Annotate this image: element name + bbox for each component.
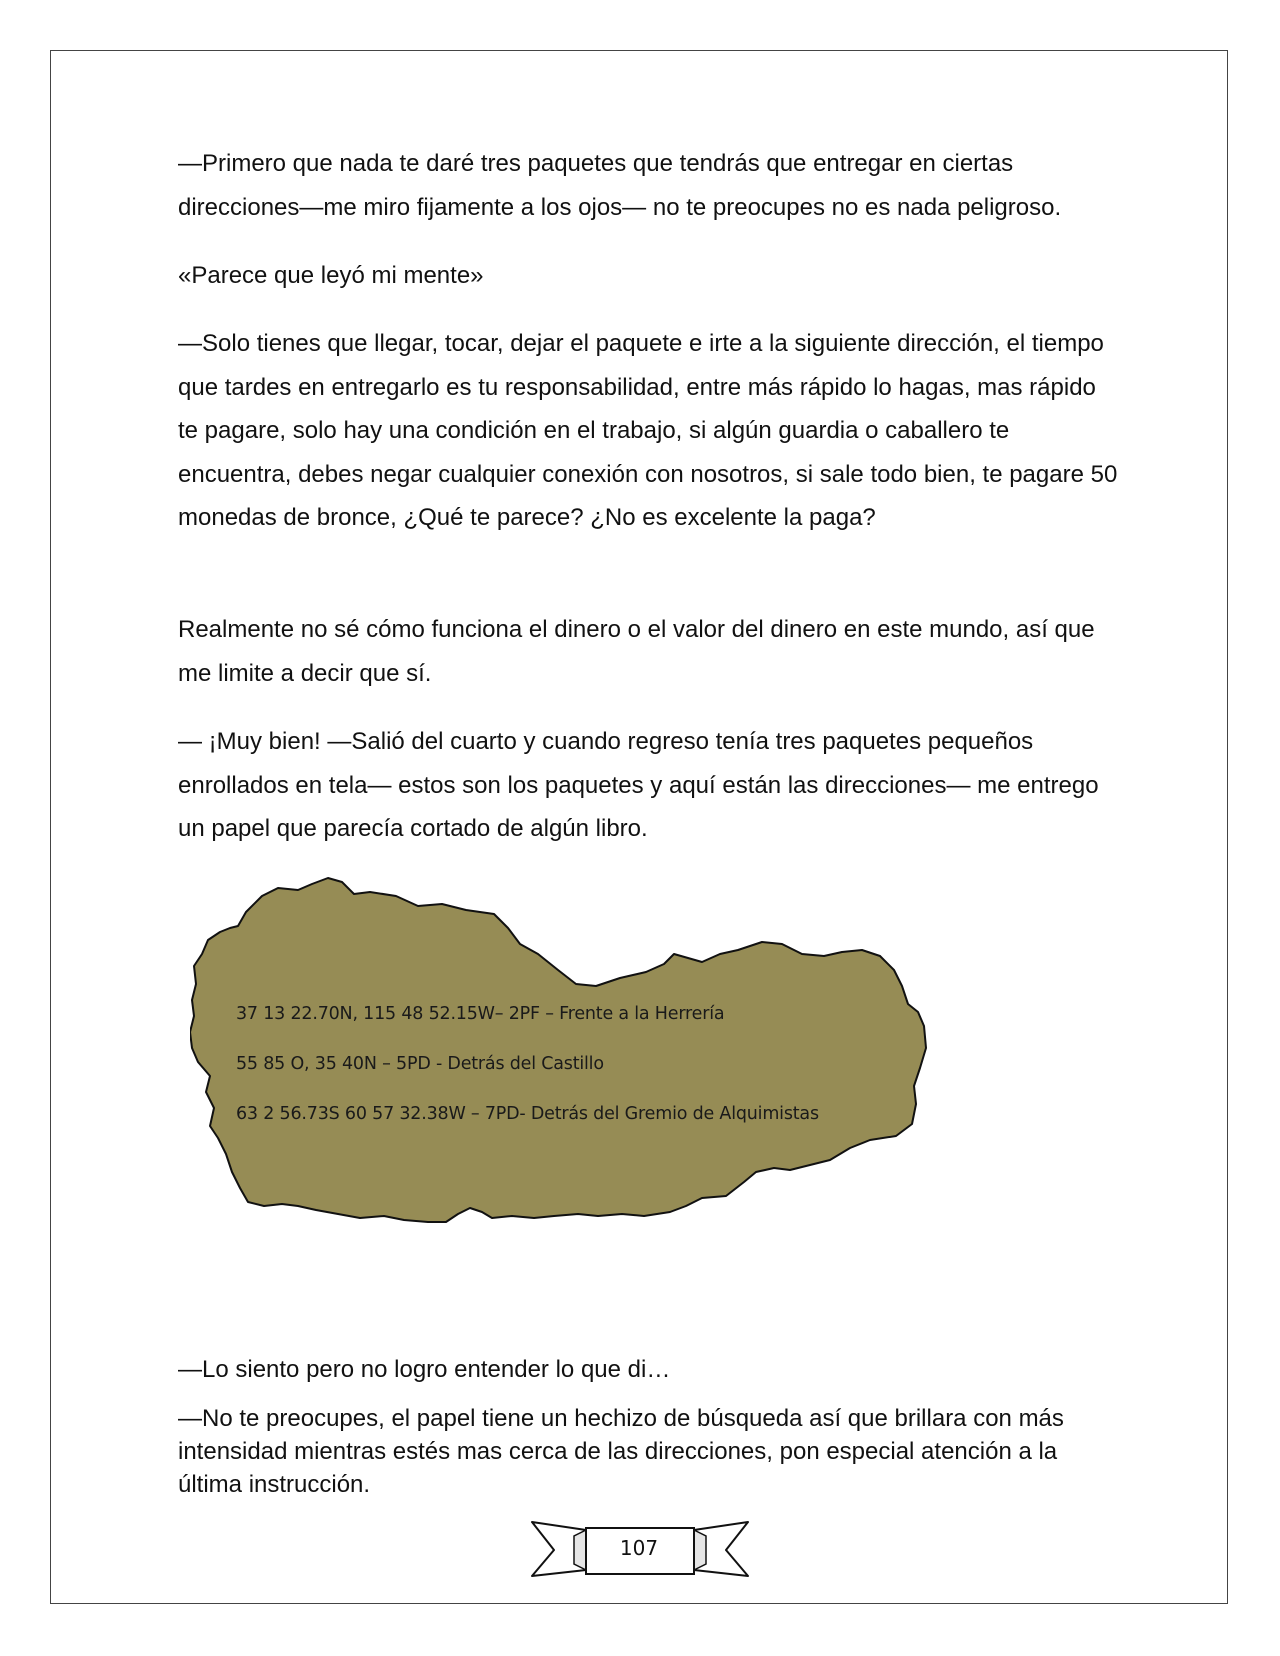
directions-list — [236, 1002, 819, 1152]
page-number: 107 — [619, 1536, 659, 1560]
direction-line-2: 55 85 O, 35 40N – 5PD - Detrás del Castillo — [236, 1054, 604, 1074]
paragraph-job-conditions — [178, 322, 1118, 540]
paragraph-text: Realmente no sé cómo funciona el dinero o el valor del dinero en este mundo, así que me limite a decir que sí. — [178, 616, 1095, 687]
paragraph-instructions-intro — [178, 142, 1118, 229]
paragraph-confusion — [178, 1348, 1118, 1392]
paragraph-text: —Primero que nada te daré tres paquetes que tendrás que entregar en ciertas direcciones—me miro fijamente a los ojos— no te preocupes no es nada peligroso. — [178, 150, 1062, 221]
torn-paper-directions — [190, 876, 970, 1248]
direction-line-3: 63 2 56.73S 60 57 32.38W – 7PD- Detrás del Gremio de Alquimistas — [236, 1104, 819, 1124]
paragraph-text: «Parece que leyó mi mente» — [178, 262, 484, 289]
paragraph-thought — [178, 254, 1118, 298]
paragraph-text: — ¡Muy bien! —Salió del cuarto y cuando regreso tenía tres paquetes pequeños enrollados en tela— estos son los paquetes y aquí están las direcciones— me entrego un papel que parecía cortado de algún libro. — [178, 728, 1099, 842]
paragraph-text: —Lo siento pero no logro entender lo que di… — [178, 1356, 671, 1383]
direction-line-1: 37 13 22.70N, 115 48 52.15W– 2PF – Frente a la Herrería — [236, 1004, 725, 1024]
paragraph-packages — [178, 720, 1118, 851]
paragraph-spell-explanation — [178, 1402, 1118, 1501]
paragraph-money-reflection — [178, 608, 1118, 695]
page-number-ribbon — [530, 1518, 750, 1584]
paragraph-text: —No te preocupes, el papel tiene un hechizo de búsqueda así que brillara con más intensidad mientras estés mas cerca de las direcciones, pon especial atención a la última instrucción. — [178, 1405, 1064, 1498]
paragraph-text: —Solo tienes que llegar, tocar, dejar el paquete e irte a la siguiente dirección, el tiempo que tardes en entregarlo es tu responsabilidad, entre más rápido lo hagas, mas rápido te pagare, solo hay una condición en el trabajo, si algún guardia o caballero te encuentra, debes negar cualquier conexión con nosotros, si sale todo bien, te pagare 50 monedas de bronce, ¿Qué te parece? ¿No es excelente la paga? — [178, 330, 1118, 531]
